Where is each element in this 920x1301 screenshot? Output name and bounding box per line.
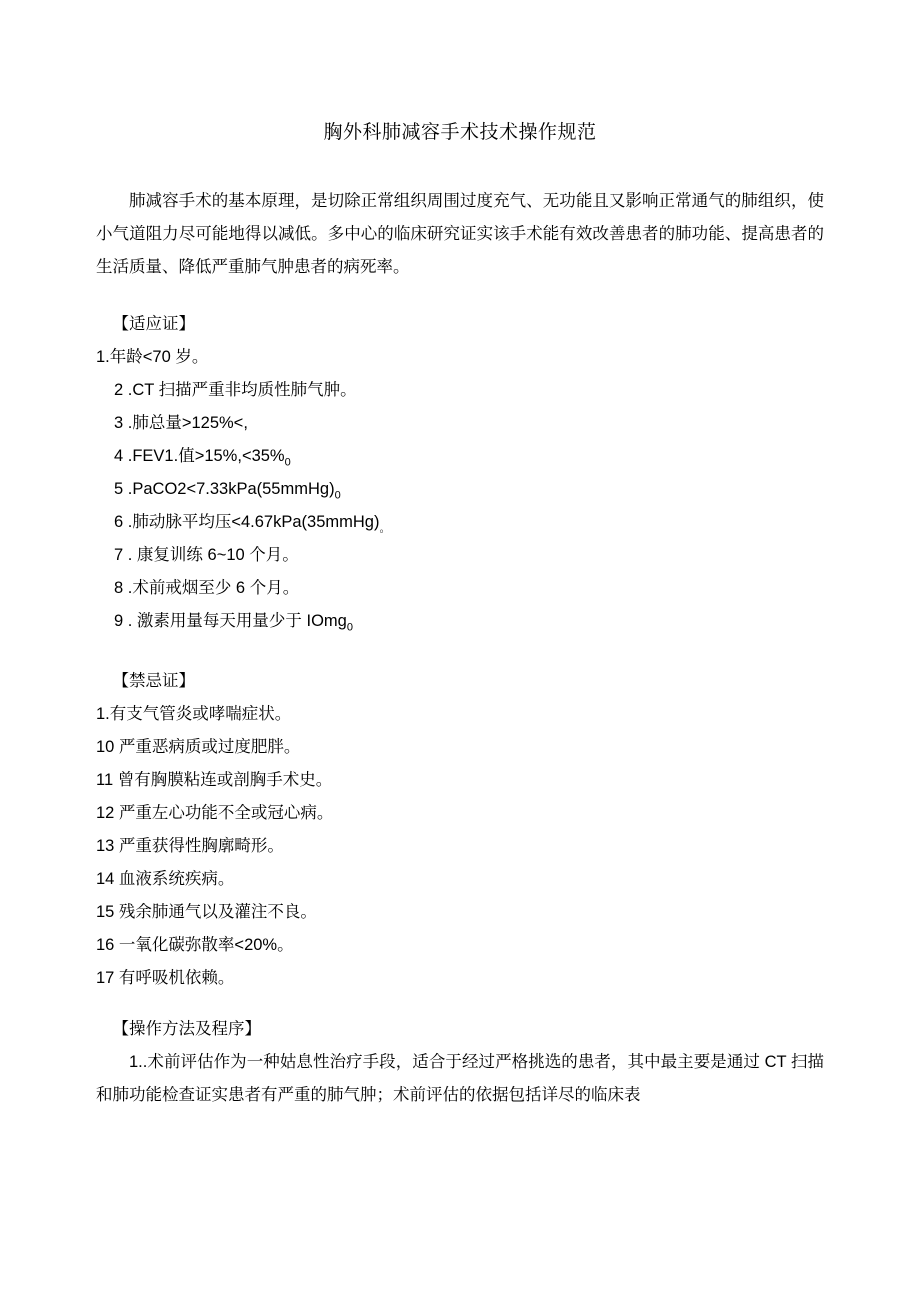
list-item-text: 6 .肺动脉平均压<4.67kPa(35mmHg)	[114, 513, 380, 532]
section-heading-indications: 【适应证】	[112, 314, 195, 333]
list-item: 12 严重左心功能不全或冠心病。	[96, 803, 334, 822]
spacer	[96, 995, 824, 1005]
list-item-text: 5 .PaCO2<7.33kPa(55mmHg)	[114, 479, 335, 498]
page-title: 胸外科肺减容手术技术操作规范	[323, 122, 597, 143]
section-heading-contraindications: 【禁忌证】	[112, 671, 195, 690]
procedure-paragraph: 1..术前评估作为一种姑息性治疗手段，适合于经过严格挑选的患者，其中最主要是通过 CT 扫描和肺功能检查证实患者有严重的肺气肿；术前评估的依据包括详尽的临床表	[96, 1052, 824, 1104]
list-item: 10 严重恶病质或过度肥胖。	[96, 737, 301, 756]
list-item-text: 9 . 激素用量每天用量少于 IOmg	[114, 612, 347, 631]
list-item-subscript: 。	[379, 522, 391, 535]
list-item-subscript: 0	[284, 455, 291, 468]
section-heading-procedure: 【操作方法及程序】	[112, 1019, 261, 1038]
list-item: 17 有呼吸机依赖。	[96, 968, 235, 987]
list-item	[96, 440, 824, 473]
list-item: 1.年龄<70 岁。	[96, 347, 209, 366]
list-item	[96, 605, 824, 638]
list-item: 8 .术前戒烟至少 6 个月。	[114, 579, 300, 598]
intro-paragraph: 肺减容手术的基本原理，是切除正常组织周围过度充气、无功能且又影响正常通气的肺组织，使小气道阻力尽可能地得以减低。多中心的临床研究证实该手术能有效改善患者的肺功能、提高患者的生活质量、降低严重肺气肿患者的病死率。	[96, 191, 824, 276]
list-item	[96, 473, 824, 506]
list-item: 7 . 康复训练 6~10 个月。	[114, 546, 299, 565]
list-item: 16 一氧化碳弥散率<20%。	[96, 935, 294, 954]
list-item: 1.有支气管炎或哮喘症状。	[96, 704, 292, 723]
spacer	[96, 639, 824, 657]
list-item: 15 残余肺通气以及灌注不良。	[96, 902, 317, 921]
list-item: 3 .肺总量>125%<,	[114, 413, 248, 432]
list-item: 2 .CT 扫描严重非均质性肺气肿。	[114, 380, 357, 399]
list-item-text: 4 .FEV1.值>15%,<35%	[114, 446, 285, 465]
list-item	[96, 506, 824, 539]
list-item: 14 血液系统疾病。	[96, 869, 235, 888]
list-item: 11 曾有胸膜粘连或剖胸手术史。	[96, 770, 333, 789]
list-item-subscript: 0	[346, 621, 353, 634]
list-item-subscript: 0	[334, 489, 341, 502]
spacer	[96, 290, 824, 300]
list-item: 13 严重获得性胸廓畸形。	[96, 836, 284, 855]
